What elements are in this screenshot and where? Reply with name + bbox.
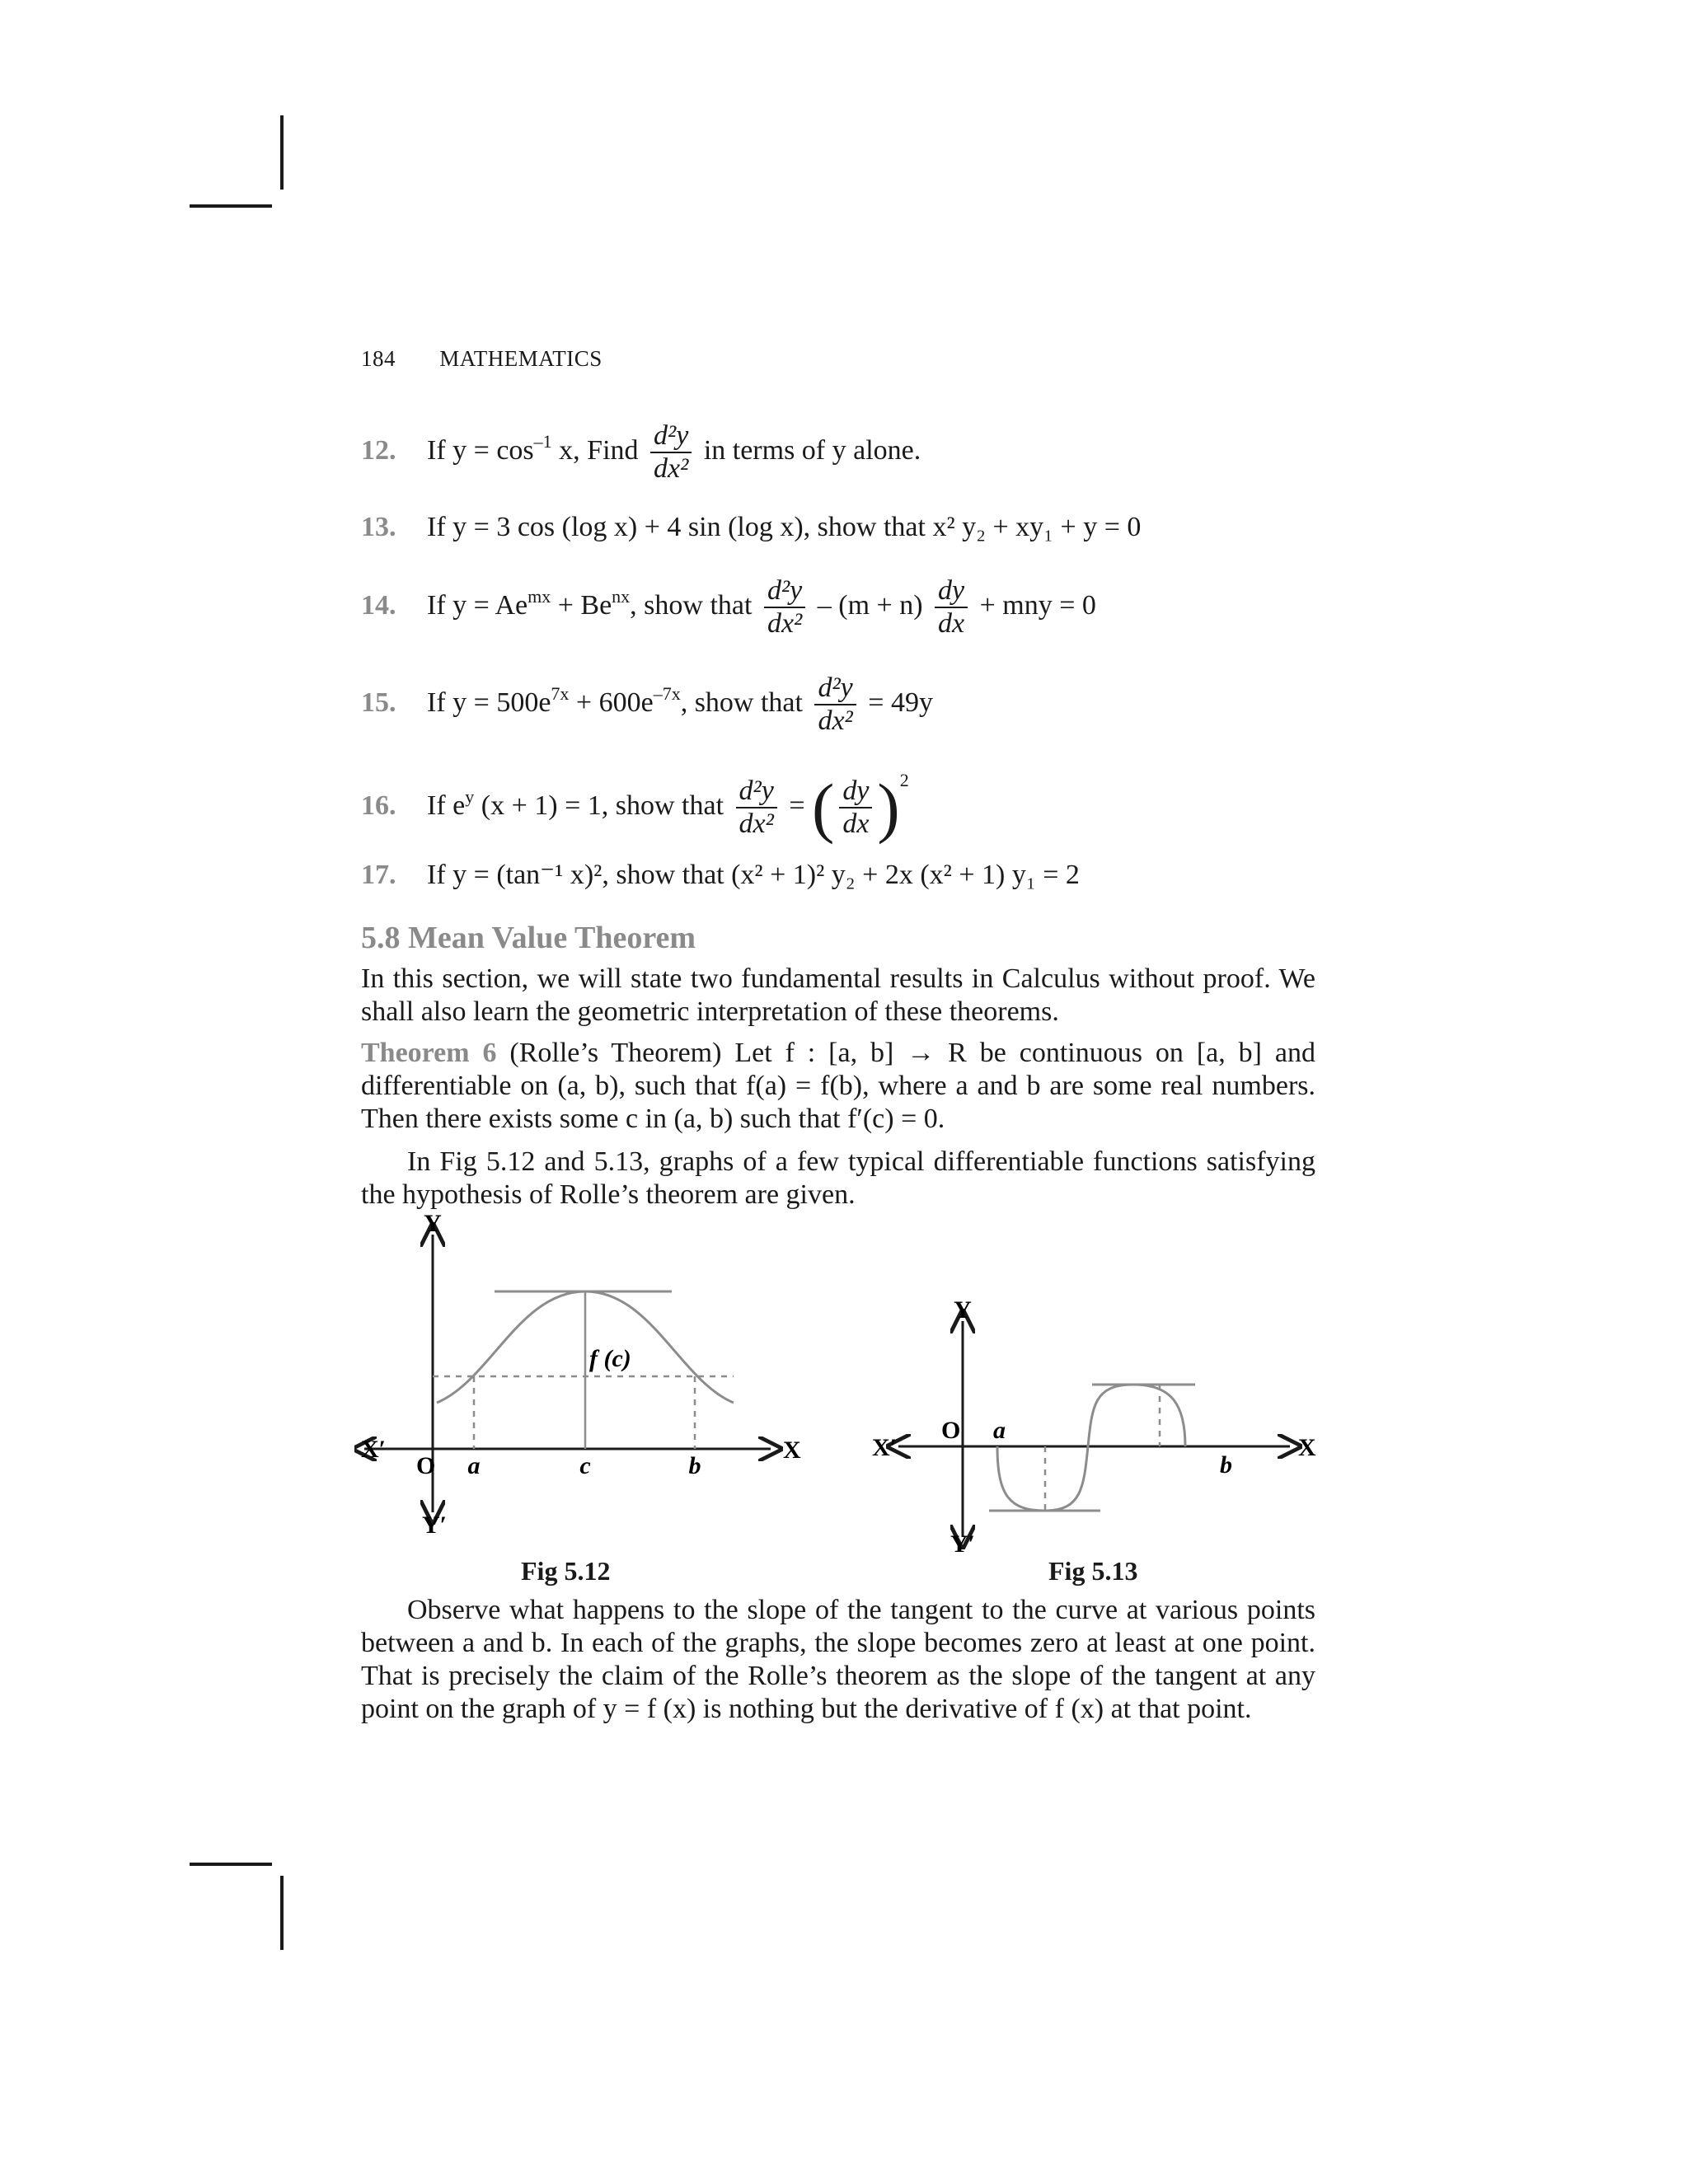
fraction [650,420,692,485]
label-x-neg: X′ [361,1436,387,1463]
theorem-text: (Rolle’s Theorem) Let f : [a, b] → R be continuous on [a, b] and differentiable on (a, b), such that f(a) = f(b), where a and b are some real numbers. Then there exists some c in (a, b) such that f′(c) = 0. [361,1038,1315,1134]
exercise-number: 15. [361,687,396,718]
superscript: nx [612,585,631,607]
exercise-text: – (m + n) [810,589,923,621]
label-y-neg: Y′ [950,1530,976,1554]
figure-5-13-caption: Fig 5.13 [1048,1556,1138,1586]
section-title: 5.8 Mean Value Theorem [361,921,696,955]
denominator: dx² [814,704,856,737]
exercise-text: If y = Ae [427,589,528,621]
theorem-paragraph [361,1037,1315,1136]
crop-mark-top-horizontal [190,204,272,208]
intro-paragraph: In this section, we will state two fundamental results in Calculus without proof. We shall also learn the geometric interpretation of these theorems. [361,963,1315,1027]
exercise-number: 14. [361,589,396,621]
exercise-number: 12. [361,434,396,466]
fraction [814,673,856,737]
label-origin: O [941,1417,961,1444]
exercise-17 [361,859,1080,892]
fraction [839,776,872,840]
left-paren: ( [812,770,835,845]
exercise-number: 17. [361,860,396,890]
denominator: dx² [764,607,805,640]
page-number: 184 [361,346,396,371]
fraction [736,776,777,840]
denominator: dx [839,807,872,840]
observe-paragraph: Observe what happens to the slope of the tangent to the curve at various points between a and b. In each of the graphs, the slope becomes zero at least at one point. That is precisely the claim of the Rolle’s theorem as the slope of the tangent at any point on the graph of y = f (x) is nothing but the derivative of f (x) at that point. [361,1595,1315,1724]
numerator: d²y [738,776,774,806]
crop-mark-bottom-vertical [280,1876,284,1950]
exercise-15 [361,673,933,737]
label-origin: O [416,1452,436,1479]
crop-mark-top-vertical [280,115,284,190]
label-x: X [783,1436,801,1464]
theorem-label: Theorem 6 [361,1038,497,1068]
numerator: d²y [818,673,853,703]
exercise-text: If y = cos [427,434,534,466]
label-a: a [993,1417,1006,1444]
exercise-text: + mny = 0 [973,589,1096,621]
exercise-number: 16. [361,790,396,821]
exercise-text: (x + 1) = 1, show that [474,790,724,821]
label-y-neg: Y′ [421,1511,448,1539]
denominator: dx [935,607,968,640]
figure-5-12 [354,1212,816,1541]
exercise-text: , show that [680,687,803,718]
exercise-12 [361,420,921,485]
numerator: dy [938,575,965,606]
exercise-text: If y = (tan⁻¹ x)², show that (x² + 1)² y₂ + 2x (x² + 1) y₁ = 2 [427,860,1080,890]
label-a: a [467,1452,481,1479]
label-b: b [1220,1451,1232,1479]
numerator: dy [842,776,870,806]
exercise-text: in terms of y alone. [696,434,921,466]
superscript: –1 [533,430,552,452]
figure-5-12-caption: Fig 5.12 [521,1556,611,1586]
exercise-text: If y = 500e [427,687,551,718]
numerator: d²y [654,420,689,451]
right-paren: ) [877,770,900,845]
figure-5-13 [865,1290,1327,1554]
superscript: y [465,785,475,807]
exercise-text: , show that [630,589,753,621]
superscript: –7x [653,682,681,704]
running-title: MATHEMATICS [439,346,603,371]
crop-mark-bottom-horizontal [190,1863,272,1866]
exercise-text: x, Find [551,434,639,466]
exercise-text: = 49y [860,687,933,718]
label-y: Y [424,1212,442,1237]
label-x-neg: X′ [872,1434,898,1461]
exercise-text: If e [427,790,466,821]
running-header [361,346,603,372]
denominator: dx² [650,452,692,485]
superscript: mx [528,585,551,607]
fraction [935,575,968,640]
figs-intro-paragraph: In Fig 5.12 and 5.13, graphs of a few typical differentiable functions satisfying the hypothesis of Rolle’s theorem are given. [361,1146,1315,1210]
denominator: dx² [736,807,777,840]
superscript: 2 [899,769,909,790]
exercise-text: + 600e [569,687,654,718]
label-fc: f (c) [589,1345,631,1372]
label-b: b [688,1452,701,1479]
label-c: c [579,1452,591,1479]
fraction [764,575,805,640]
label-y: Y [954,1296,972,1324]
exercise-text: If y = 3 cos (log x) + 4 sin (log x), show that x² y₂ + xy₁ + y = 0 [427,512,1142,542]
exercise-14 [361,575,1096,640]
exercise-16 [361,769,909,845]
exercise-text: = [781,790,812,821]
exercise-number: 13. [361,512,396,542]
exercise-13 [361,511,1141,544]
exercise-text: + Be [551,589,612,621]
numerator: d²y [767,575,803,606]
label-x: X [1298,1434,1316,1461]
superscript: 7x [551,682,570,704]
